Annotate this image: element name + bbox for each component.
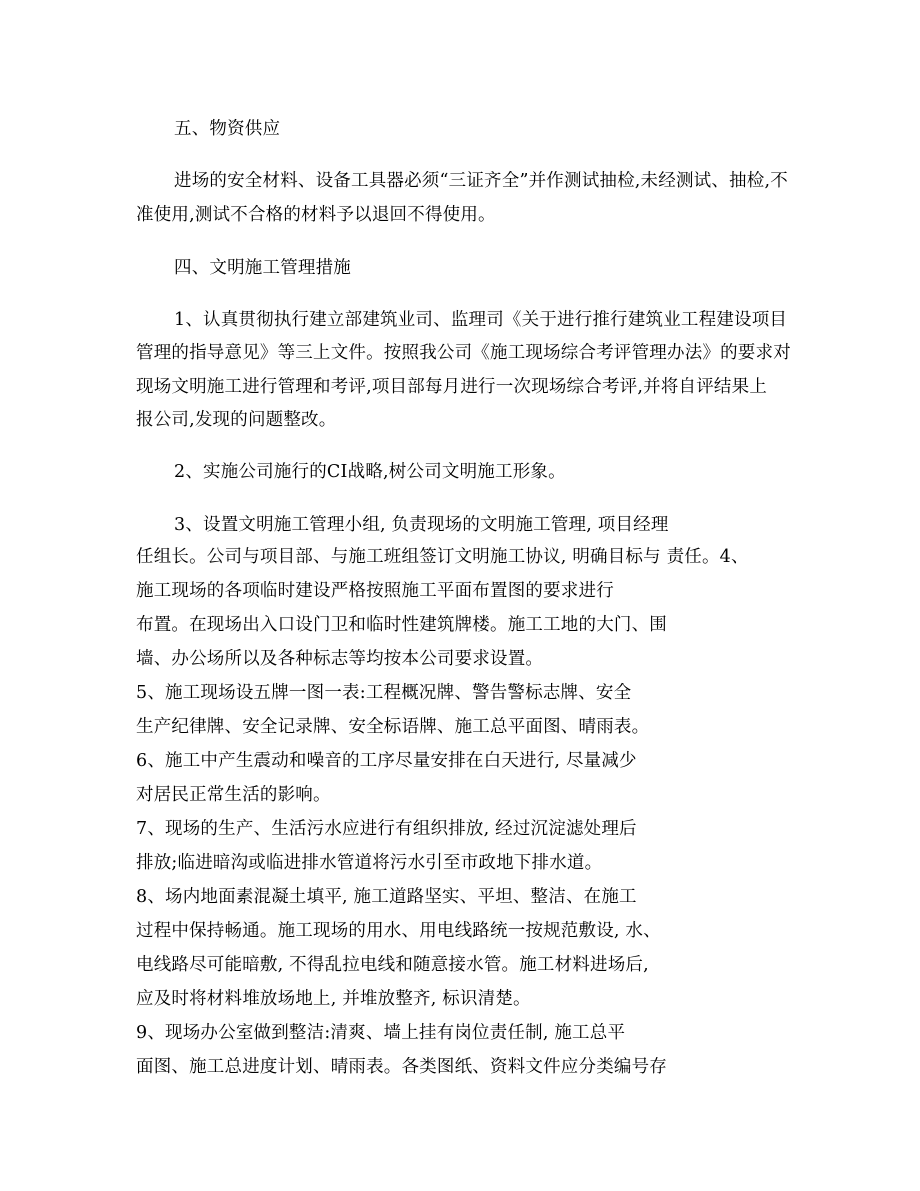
- paragraph-line: 对居民正常生活的影响。: [136, 785, 331, 805]
- paragraph-line: 2、实施公司施行的CI战略,树公司文明施工形象。: [174, 462, 566, 482]
- paragraph-line: 施工现场的各项临时建设严格按照施工平面布置图的要求进行: [136, 581, 614, 601]
- paragraph-line: 布置。在现场出入口设门卫和临时性建筑牌楼。施工工地的大门、围: [136, 615, 667, 635]
- paragraph-line: 进场的安全材料、设备工具器必须“三证齐全”并作测试抽检,未经测试、抽检,不: [174, 171, 788, 191]
- paragraph-line: 面图、施工总进度计划、晴雨表。各类图纸、资料文件应分类编号存: [136, 1057, 667, 1077]
- paragraph-line: 7、现场的生产、生活污水应进行有组织排放, 经过沉淀滤处理后: [136, 819, 637, 839]
- paragraph-line: 6、施工中产生震动和噪音的工序尽量安排在白天进行, 尽量减少: [136, 751, 637, 771]
- section-heading-material-supply: 五、物资供应: [174, 119, 281, 139]
- section-heading-civilized-construction: 四、文明施工管理措施: [174, 258, 351, 278]
- paragraph-line: 管理的指导意见》等三上文件。按照我公司《施工现场综合考评管理办法》的要求对: [136, 343, 791, 363]
- paragraph-line: 电线路尽可能暗敷, 不得乱拉电线和随意接水管。施工材料进场后,: [136, 955, 649, 975]
- paragraph-line: 应及时将材料堆放场地上, 并堆放整齐, 标识清楚。: [136, 989, 531, 1009]
- paragraph-line: 任组长。公司与项目部、与施工班组签订文明施工协议, 明确目标与 责任。4、: [136, 547, 749, 567]
- paragraph-line: 3、设置文明施工管理小组, 负责现场的文明施工管理, 项目经理: [174, 515, 669, 535]
- paragraph-line: 8、场内地面素混凝土填平, 施工道路坚实、平坦、整洁、在施工: [136, 887, 637, 907]
- paragraph-line: 排放;临进暗沟或临进排水管道将污水引至市政地下排水道。: [136, 853, 603, 873]
- paragraph-line: 准使用,测试不合格的材料予以退回不得使用。: [136, 205, 496, 225]
- paragraph-line: 现场文明施工进行管理和考评,项目部每月进行一次现场综合考评,并将自评结果上: [136, 377, 768, 397]
- paragraph-line: 过程中保持畅通。施工现场的用水、用电线路统一按规范敷设, 水、: [136, 921, 661, 941]
- paragraph-line: 生产纪律牌、安全记录牌、安全标语牌、施工总平面图、晴雨表。: [136, 717, 650, 737]
- paragraph-line: 报公司,发现的问题整改。: [136, 410, 337, 430]
- paragraph-line: 5、施工现场设五牌一图一表:工程概况牌、警告警标志牌、安全: [136, 683, 632, 703]
- paragraph-line: 9、现场办公室做到整洁:清爽、墙上挂有岗位责任制, 施工总平: [136, 1023, 626, 1043]
- paragraph-line: 1、认真贯彻执行建立部建筑业司、监理司《关于进行推行建筑业工程建设项目: [174, 310, 788, 330]
- paragraph-line: 墙、办公场所以及各种标志等均按本公司要求设置。: [136, 649, 544, 669]
